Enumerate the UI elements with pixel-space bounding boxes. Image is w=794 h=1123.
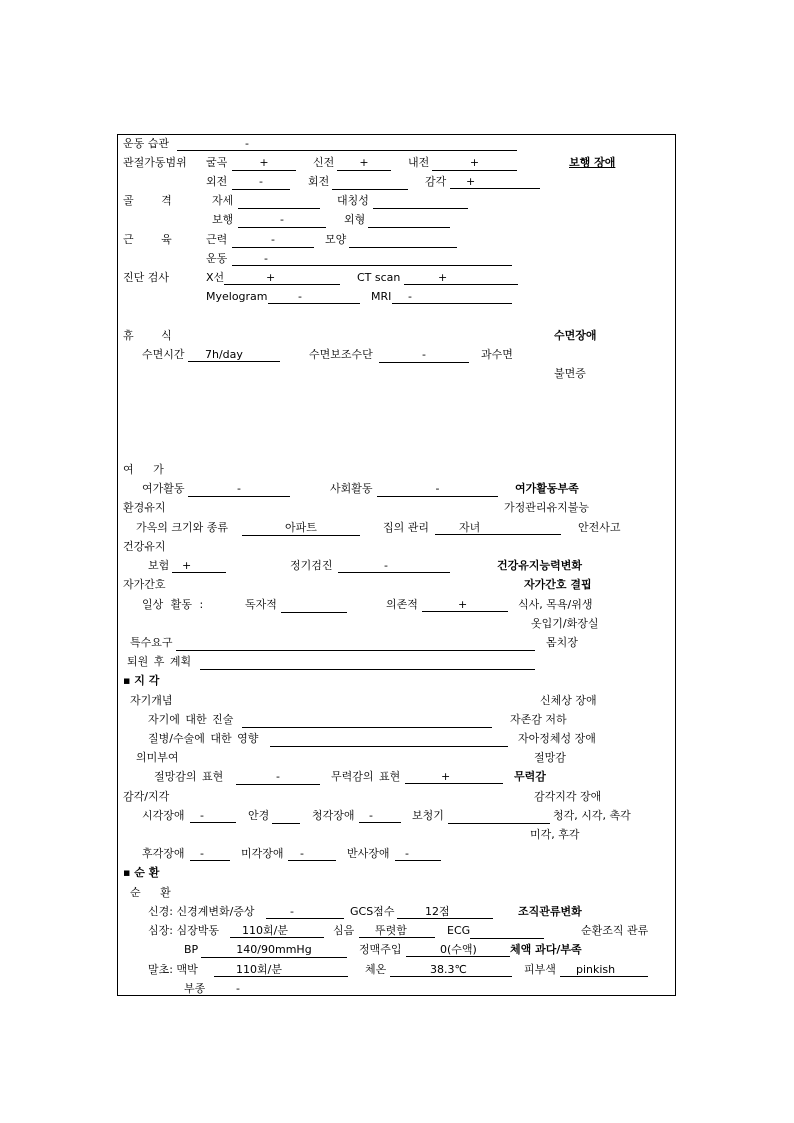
mri-field[interactable]: - bbox=[392, 290, 512, 304]
rom-label: 관절가동범위 bbox=[123, 156, 187, 169]
flexion-label: 굴곡 bbox=[206, 156, 228, 169]
skin-color-label: 피부색 bbox=[524, 963, 556, 976]
extension-label: 신전 bbox=[313, 156, 335, 169]
safety-label: 안전사고 bbox=[578, 521, 621, 534]
gcs-field[interactable]: 12점 bbox=[397, 905, 493, 919]
home-care-label: 집의 관리 bbox=[383, 521, 430, 534]
glasses-label: 안경 bbox=[248, 809, 270, 822]
ct-field[interactable]: + bbox=[404, 271, 518, 285]
dependent-field[interactable]: + bbox=[422, 598, 508, 612]
muscle-label: 근 육 bbox=[123, 233, 172, 246]
myelogram-label: Myelogram bbox=[206, 290, 268, 303]
appearance-label: 외형 bbox=[344, 213, 366, 226]
edema-label: 부종 bbox=[184, 982, 206, 995]
powerless-expression-label: 무력감의 표현 bbox=[331, 770, 401, 783]
shape-field[interactable] bbox=[349, 233, 457, 248]
pulse-label: 말초: 맥박 bbox=[148, 963, 198, 976]
posture-label: 자세 bbox=[212, 194, 234, 207]
abduction-label: 외전 bbox=[206, 175, 228, 188]
heart-label: 심장: 심장박동 bbox=[148, 924, 219, 937]
smell-label: 후각장애 bbox=[142, 847, 185, 860]
despair-dx: 절망감 bbox=[534, 751, 566, 764]
illness-impact-label: 질병/수술에 대한 영향 bbox=[148, 732, 259, 745]
movement-label: 운동 bbox=[206, 252, 228, 265]
checkup-field[interactable]: - bbox=[338, 559, 450, 573]
symmetry-field[interactable] bbox=[373, 194, 468, 209]
strength-field[interactable]: - bbox=[232, 233, 314, 248]
posture-field[interactable] bbox=[238, 194, 320, 209]
myelogram-field[interactable]: - bbox=[268, 290, 360, 304]
movement-field[interactable]: - bbox=[232, 252, 512, 266]
fluid-dx: 체액 과다/부족 bbox=[510, 943, 582, 956]
dress-label: 옷입기/화장실 bbox=[531, 617, 599, 630]
smell-field[interactable]: - bbox=[190, 847, 230, 861]
social-activity-field[interactable]: - bbox=[377, 482, 498, 497]
abduction-field[interactable]: - bbox=[232, 175, 290, 190]
appearance-field[interactable] bbox=[368, 213, 450, 228]
daily-activity-label: 일상 활동 : bbox=[142, 598, 204, 611]
adduction-label: 내전 bbox=[408, 156, 430, 169]
tissue-perfusion-dx: 조직관류변화 bbox=[518, 905, 582, 918]
identity-dx: 자아정체성 장애 bbox=[518, 732, 596, 745]
xray-field[interactable]: + bbox=[224, 271, 340, 285]
selfcare-dx: 자가간호 결핍 bbox=[524, 578, 592, 591]
social-activity-label: 사회활동 bbox=[330, 482, 373, 495]
heart-rate-field[interactable]: 110회/분 bbox=[230, 924, 324, 938]
symmetry-label: 대칭성 bbox=[337, 194, 369, 207]
circulation-heading: ▪ 순 환 bbox=[123, 866, 160, 879]
temp-field[interactable]: 38.3℃ bbox=[390, 963, 512, 977]
meal-label: 식사, 목욕/위생 bbox=[518, 598, 593, 611]
diag-label: 진단 검사 bbox=[123, 271, 170, 284]
dependent-label: 의존적 bbox=[386, 598, 418, 611]
vision-field[interactable]: - bbox=[190, 809, 236, 823]
insurance-label: 보험 bbox=[148, 559, 170, 572]
iv-field[interactable]: 0(수액) bbox=[406, 943, 510, 957]
powerless-dx: 무력감 bbox=[514, 770, 546, 783]
perception-heading: ▪ 지 각 bbox=[123, 674, 160, 687]
exercise-label: 운동 습관 bbox=[123, 137, 170, 150]
selfcare-label: 자가간호 bbox=[123, 578, 166, 591]
environment-label: 환경유지 bbox=[123, 501, 166, 514]
leisure-activity-label: 여가활동 bbox=[142, 482, 185, 495]
house-type-label: 가옥의 크기와 종류 bbox=[136, 521, 229, 534]
hearing-label: 청각장애 bbox=[312, 809, 355, 822]
ecg-field[interactable] bbox=[470, 924, 544, 939]
extension-field[interactable]: + bbox=[337, 156, 391, 171]
self-statement-label: 자기에 대한 진술 bbox=[148, 713, 234, 726]
leisure-label: 여 가 bbox=[123, 463, 164, 476]
taste-field[interactable]: - bbox=[288, 847, 336, 861]
sleep-aid-label: 수면보조수단 bbox=[309, 348, 373, 361]
bp-field[interactable]: 140/90mmHg bbox=[201, 943, 347, 958]
self-esteem-dx: 자존감 저하 bbox=[510, 713, 567, 726]
checkup-label: 정기검진 bbox=[290, 559, 333, 572]
glasses-field[interactable] bbox=[272, 809, 300, 824]
grooming-label: 몸치장 bbox=[546, 636, 578, 649]
sleep-aid-field[interactable]: - bbox=[379, 348, 469, 363]
sense-list-2: 미각, 후각 bbox=[530, 828, 580, 841]
leisure-dx: 여가활동부족 bbox=[515, 482, 579, 495]
ecg-label: ECG bbox=[447, 924, 471, 937]
rotation-label: 회전 bbox=[308, 175, 330, 188]
home-care-field[interactable]: 자녀 bbox=[435, 521, 561, 535]
rotation-field[interactable] bbox=[332, 175, 408, 190]
gait-field[interactable]: - bbox=[238, 213, 326, 228]
hearing-aid-label: 보청기 bbox=[412, 809, 444, 822]
iv-label: 정맥주입 bbox=[359, 943, 402, 956]
powerless-expression-field[interactable]: + bbox=[405, 770, 503, 784]
self-statement-field[interactable] bbox=[242, 713, 492, 728]
mri-label: MRI bbox=[371, 290, 392, 303]
exercise-field[interactable]: - bbox=[177, 137, 517, 151]
sleep-time-label: 수면시간 bbox=[142, 348, 185, 361]
heart-sound-label: 심음 bbox=[333, 924, 355, 937]
independent-field[interactable] bbox=[281, 598, 347, 613]
xray-label: X선 bbox=[206, 271, 225, 284]
sense-list-1: 청각, 시각, 촉각 bbox=[553, 809, 631, 822]
circulation-sub: 순 환 bbox=[130, 886, 171, 899]
adduction-field[interactable]: + bbox=[432, 156, 517, 171]
hearing-aid-field[interactable] bbox=[448, 809, 550, 824]
pulse-field[interactable]: 110회/분 bbox=[214, 963, 348, 977]
house-type-field[interactable]: 아파트 bbox=[242, 521, 360, 536]
taste-label: 미각장애 bbox=[241, 847, 284, 860]
despair-expression-label: 절망감의 표현 bbox=[154, 770, 224, 783]
rest-label: 휴 식 bbox=[123, 329, 172, 342]
meaning-label: 의미부여 bbox=[136, 751, 179, 764]
neuro-label: 신경: 신경계변화/증상 bbox=[148, 905, 255, 918]
circumduction-field[interactable]: + bbox=[450, 175, 540, 189]
special-needs-label: 특수요구 bbox=[130, 636, 173, 649]
circumduction-label: 감각 bbox=[425, 175, 447, 188]
sense-dx: 감각지각 장애 bbox=[534, 790, 602, 803]
gait-disorder-dx: 보행 장애 bbox=[569, 156, 616, 169]
shape-label: 모양 bbox=[325, 233, 347, 246]
temp-label: 체온 bbox=[365, 963, 387, 976]
reflex-field[interactable]: - bbox=[395, 847, 441, 861]
hearing-field[interactable]: - bbox=[359, 809, 401, 823]
perfusion-label: 순환조직 관류 bbox=[581, 924, 649, 937]
special-needs-field[interactable] bbox=[176, 636, 535, 651]
edema-field[interactable]: - bbox=[208, 982, 284, 996]
home-dx: 가정관리유지불능 bbox=[504, 501, 590, 514]
reflex-label: 반사장애 bbox=[347, 847, 390, 860]
discharge-plan-label: 퇴원 후 계획 bbox=[127, 655, 192, 668]
insomnia-label: 불면증 bbox=[554, 367, 586, 380]
gcs-label: GCS점수 bbox=[350, 905, 395, 918]
discharge-plan-field[interactable] bbox=[200, 655, 535, 670]
gait-label: 보행 bbox=[212, 213, 234, 226]
independent-label: 독자적 bbox=[245, 598, 277, 611]
health-label: 건강유지 bbox=[123, 540, 166, 553]
despair-expression-field[interactable]: - bbox=[236, 770, 320, 785]
heart-sound-field[interactable]: 뚜렷함 bbox=[359, 924, 435, 938]
leisure-activity-field[interactable]: - bbox=[188, 482, 290, 497]
sleep-time-field[interactable]: 7h/day bbox=[188, 348, 280, 362]
body-image-dx: 신체상 장애 bbox=[540, 694, 597, 707]
strength-label: 근력 bbox=[206, 233, 228, 246]
sleep-dx: 수면장애 bbox=[554, 329, 597, 342]
neuro-field[interactable]: - bbox=[266, 905, 344, 919]
skeletal-label: 골 격 bbox=[123, 194, 172, 207]
skin-color-field[interactable]: pinkish bbox=[560, 963, 648, 977]
bp-label: BP bbox=[184, 943, 199, 956]
sense-label: 감각/지각 bbox=[123, 790, 170, 803]
ct-label: CT scan bbox=[357, 271, 401, 284]
insurance-field[interactable]: + bbox=[172, 559, 226, 573]
oversleep-label: 과수면 bbox=[481, 348, 513, 361]
flexion-field[interactable]: + bbox=[232, 156, 296, 171]
health-dx: 건강유지능력변화 bbox=[497, 559, 583, 572]
self-concept-label: 자기개념 bbox=[130, 694, 173, 707]
illness-impact-field[interactable] bbox=[270, 732, 508, 747]
vision-label: 시각장애 bbox=[142, 809, 185, 822]
